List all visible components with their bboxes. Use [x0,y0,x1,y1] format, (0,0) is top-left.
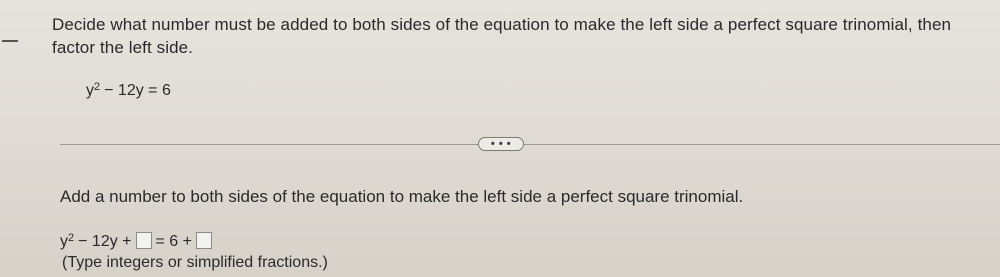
left-edge-mark [2,40,18,42]
answer-equation-exponent: 2 [68,232,75,244]
answer-equation [60,229,216,253]
answer-equation-middle: − 12y + [78,233,132,250]
answer-hint: (Type integers or simplified fractions.) [62,254,328,271]
equation-variable: y [86,82,94,99]
question-prompt: Decide what number must be added to both sides of the equation to make the left side a perfect square trinomial, then factor the left side. [52,15,952,57]
equation-exponent: 2 [94,81,101,93]
expand-more-button[interactable]: • • • [478,137,524,151]
answer-equation-variable: y [60,233,68,250]
answer-equation-equals: = 6 + [155,233,192,250]
left-answer-box[interactable] [136,232,152,249]
section-divider [60,144,1000,145]
right-answer-box[interactable] [196,232,212,249]
step-instruction: Add a number to both sides of the equation to make the left side a perfect square trinomial. [60,187,744,206]
given-equation [86,81,171,102]
equation-rest: − 12y = 6 [104,82,171,99]
